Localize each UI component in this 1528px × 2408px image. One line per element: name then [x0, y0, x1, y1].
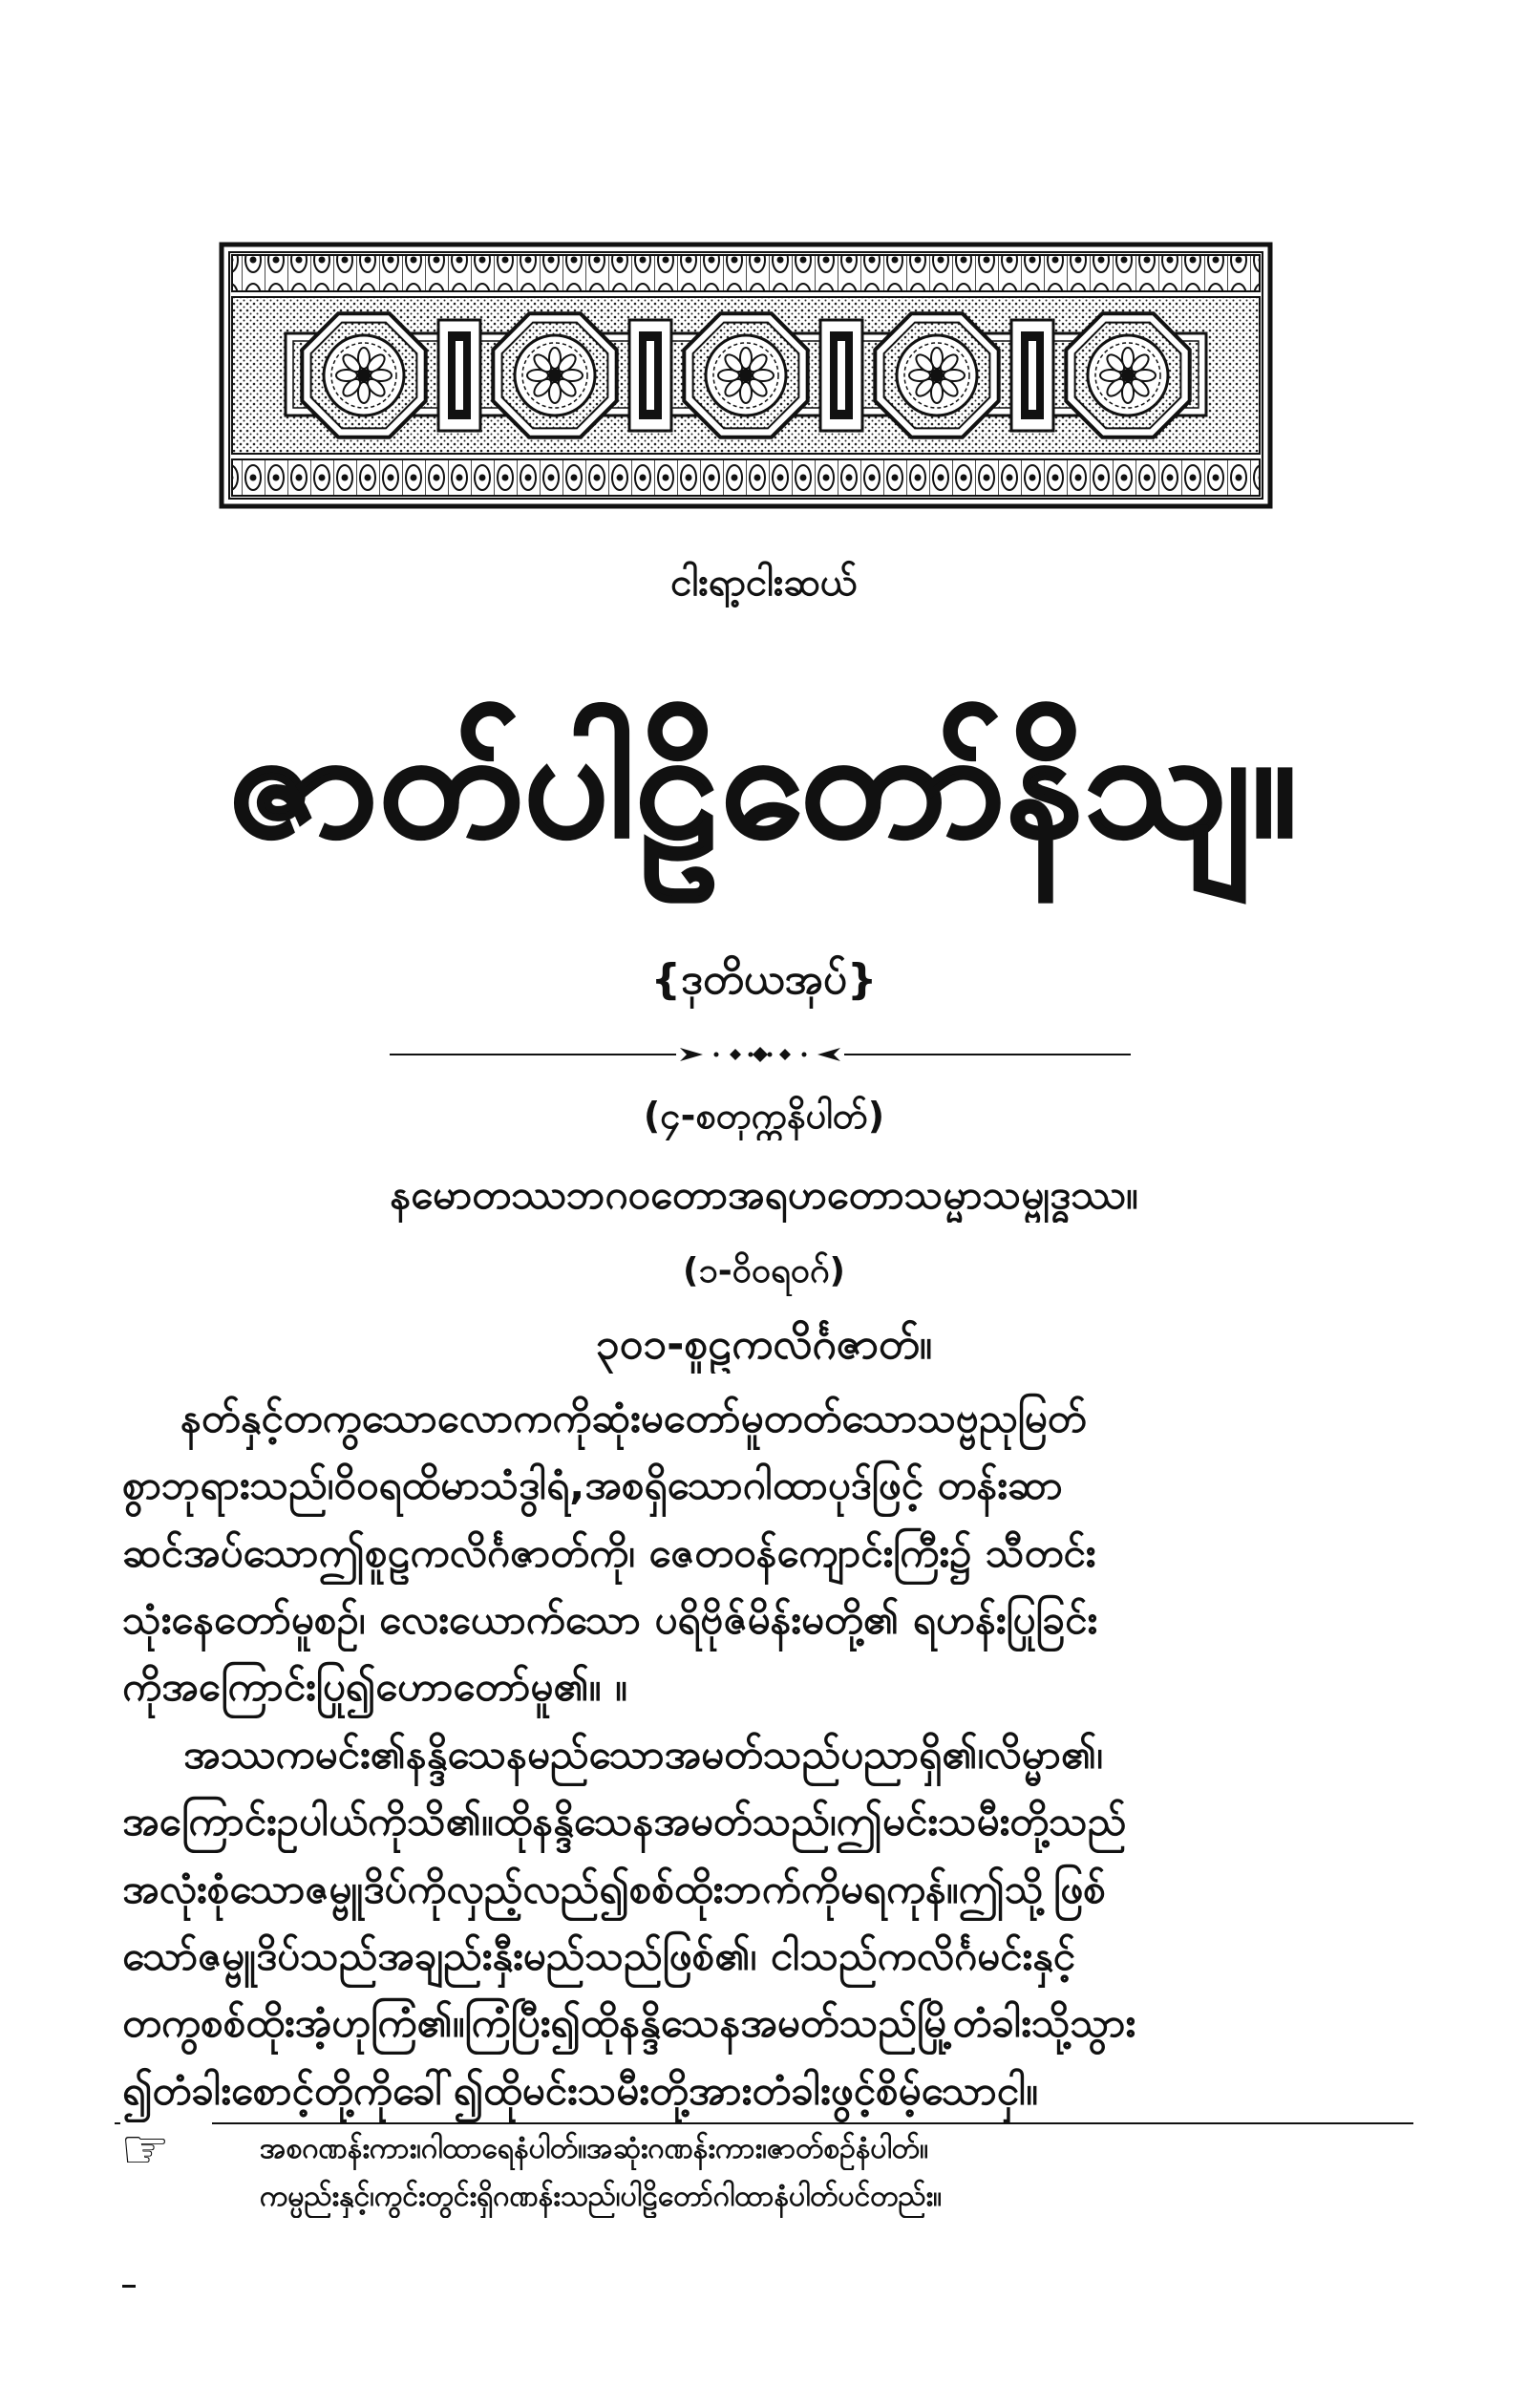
- paragraph-line: အကြောင်းဥပါယ်ကိုသိ၏။ထိုနန္ဒိသေနအမတ်သည်၊ဤမင်းသမီးတို့သည်: [122, 1798, 1127, 1844]
- paragraph-line: ၍တံခါးစောင့်တို့ကိုခေါ်၍ထိုမင်းသမီးတို့အားတံခါးဖွင့်စိမ့်သောငှါ။: [122, 2067, 1038, 2114]
- nipata-label: (၄-စတုက္ကနိပါတ်): [643, 1095, 885, 1137]
- medallion-octagon: [684, 313, 807, 437]
- divider-dot: [749, 1053, 753, 1057]
- divider-dot: [802, 1053, 807, 1057]
- divider-dot: [768, 1053, 773, 1057]
- paragraph-line: ကိုအကြောင်းပြု၍ဟောတော်မူ၏။ ။: [122, 1663, 627, 1710]
- medallion-octagon: [493, 313, 616, 437]
- paragraph-line: သုံးနေတော်မူစဉ်၊ လေးယောက်သော ပရိဗိုဇ်မိန်းမတို့၏ ရဟန်းပြုခြင်း: [122, 1596, 1098, 1643]
- volume-label: {ဒုတိယအုပ်}: [650, 955, 878, 1004]
- stray-ink-mark: [122, 2285, 136, 2288]
- paragraph-line: သော်ဇမ္ဗူဒိပ်သည်အချည်းနှီးမည်သည်ဖြစ်၏၊ ငါသည်ကလိင်္ဂမင်းနှင့်: [122, 1932, 1075, 1979]
- paragraph-line: ဆင်အပ်သောဤစူဠကလိင်္ဂဇာတ်ကို၊ ဇေတဝန်ကျောင်းကြီး၌ သီတင်း: [122, 1529, 1096, 1576]
- ornament-bar: [820, 320, 862, 431]
- paragraph-line: စွာဘုရားသည်၊ဝိဝရထိမာသံဒွါရံ,အစရှိသောဂါထာပုဒ်ဖြင့် တန်းဆာ: [122, 1461, 1063, 1508]
- homage-line: နမောတဿဘဂဝတောအရဟတောသမ္မာသမ္ဗုဒ္ဓဿ။: [390, 1171, 1138, 1218]
- ornament-bar: [1011, 320, 1053, 431]
- divider-dot: [714, 1053, 719, 1057]
- ornamental-header-banner: [219, 242, 1273, 509]
- footnote-line: အစဂဏန်းကား၊ဂါထာရေနံပါတ်။အဆုံးဂဏန်းကား၊ဇာတ်စဉ်နံပါတ်။: [260, 2132, 929, 2165]
- story-title: ၃၀၁-စူဠကလိင်္ဂဇာတ်။: [595, 1320, 933, 1369]
- medallion-octagon: [1066, 313, 1189, 437]
- pointing-hand-icon: [120, 2122, 212, 2176]
- paragraph-line: နတ်နှင့်တကွသောလောကကိုဆုံးမတော်မူတတ်သောသဗ္ဗညုမြတ်: [180, 1395, 1087, 1441]
- medallion-octagon: [875, 313, 998, 437]
- footnote-line: ကမ္ပည်းနှင့်၊ကွင်းတွင်းရှိဂဏန်းသည်၊ပါဠိတော်ဂါထာနံပါတ်ပင်တည်း။: [260, 2180, 943, 2213]
- banner-bottom-strip: [232, 459, 1260, 496]
- count-heading: ငါးရာ့ငါးဆယ်: [670, 561, 858, 605]
- medallion-octagon: [302, 313, 425, 437]
- ornament-bar: [438, 320, 480, 431]
- footnote-rule: [115, 2122, 1413, 2124]
- book-title: ဇာတ်ပါဠိတော်နိသျ။: [229, 699, 1299, 870]
- ornament-bar: [629, 320, 671, 431]
- paragraph-line: တကွစစ်ထိုးအံ့ဟုကြံ၏။ကြံပြီး၍ထိုနန္ဒိသေနအမတ်သည်မြို့တံခါးသို့သွား: [122, 1999, 1135, 2046]
- vagga-label: (၁-ဝိဝရဝဂ်): [683, 1251, 845, 1290]
- paragraph-line: အဿကမင်း၏နန္ဒိသေနမည်သောအမတ်သည်ပညာရှိ၏၊လိမ္မာ၏၊: [183, 1731, 1103, 1778]
- paragraph-line: အလုံးစုံသောဇမ္ဗူဒိပ်ကိုလှည့်လည်၍စစ်ထိုးဘက်ကိုမရကုန်။ဤသို့ဖြစ်: [122, 1865, 1106, 1912]
- ornamental-divider: [390, 1043, 1131, 1066]
- banner-top-strip: [232, 255, 1260, 291]
